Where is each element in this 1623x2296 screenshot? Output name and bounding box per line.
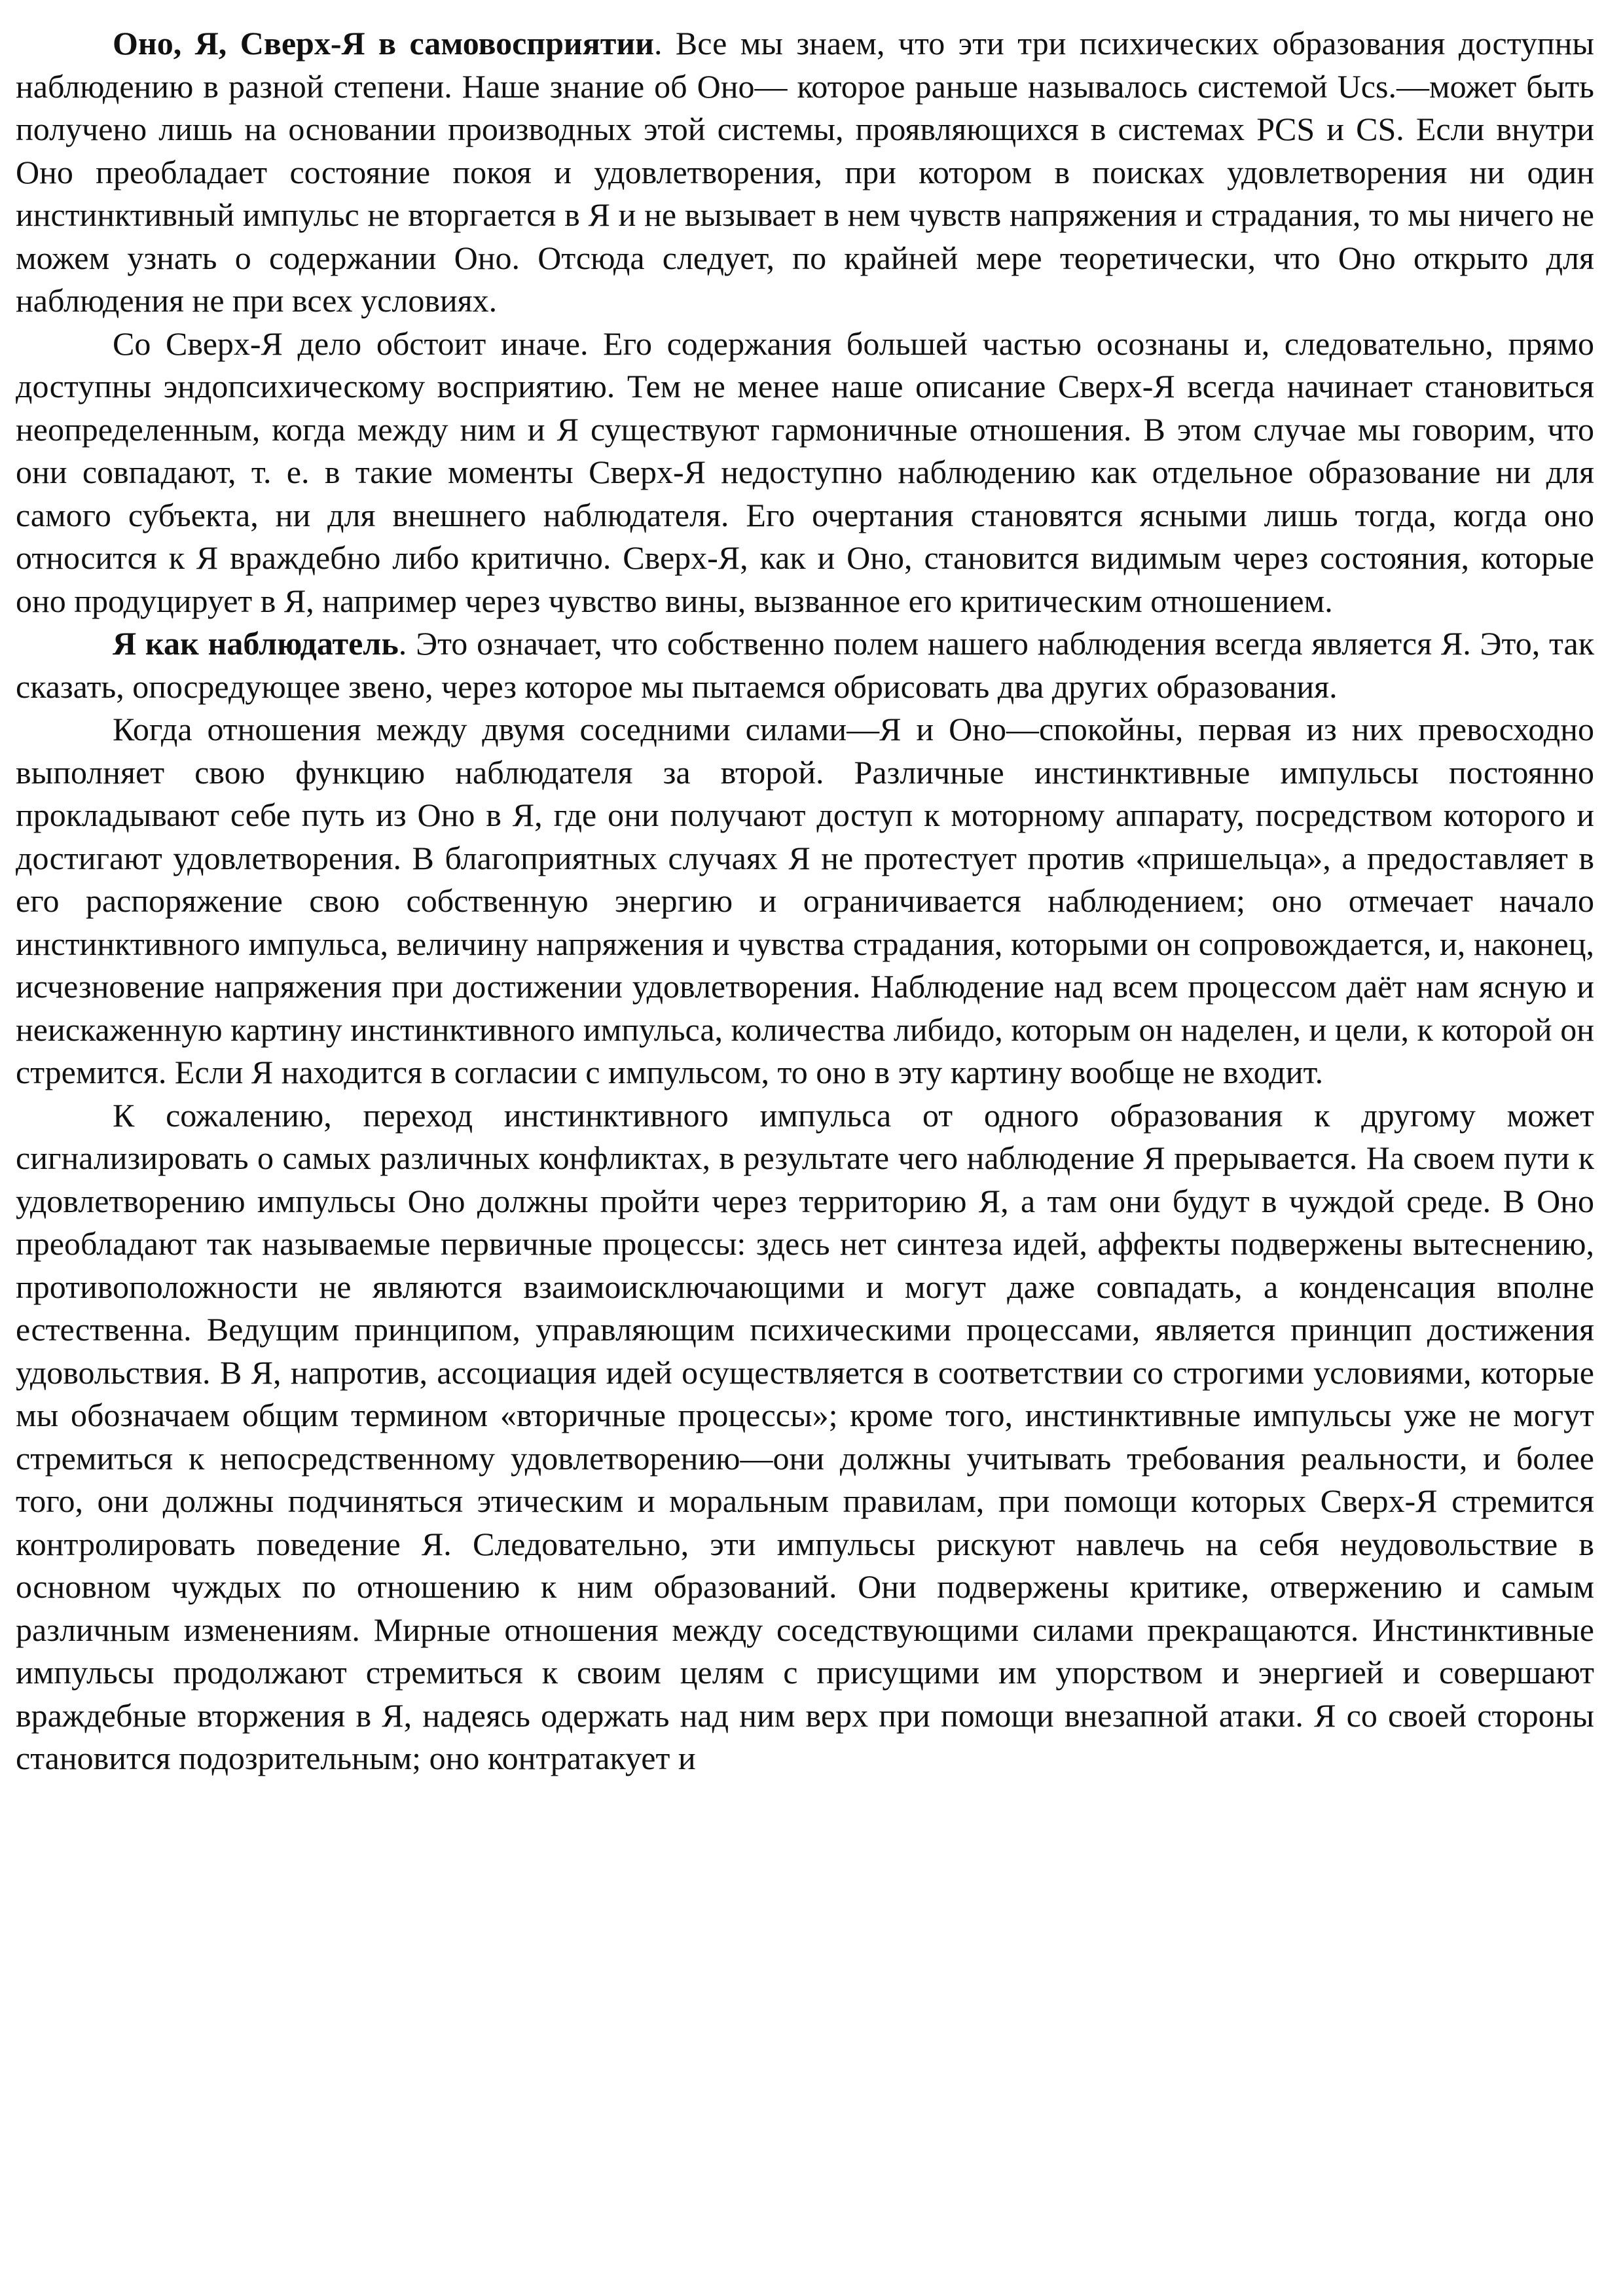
section-heading-self-perception: Оно, Я, Сверх-Я в самовосприятии — [113, 25, 654, 62]
paragraph-text: . Это означает, что собственно полем нашего наблюдения всегда является Я. Это, так сказать, опосредующее звено, через которое мы пытаемся обрисовать два других образования. — [16, 625, 1594, 705]
document-page — [16, 22, 1594, 1780]
paragraph-text: К сожалению, переход инстинктивного импульса от одного образования к другому может сигнализировать о самых различных конфликтах, в результате чего наблюдение Я прерывается. На своем пути к удовлетворению импульсы Оно должны пройти через территорию Я, а там они будут в чуждой среде. В Оно преобладают так называемые первичные процессы: здесь нет синтеза идей, аффекты подвержены вытеснению, противоположности не являются взаимоисключающими и могут даже совпадать, а конденсация вполне естественна. Ведущим принципом, управляющим психическими процессами, является принцип достижения удовольствия. В Я, напротив, ассоциация идей осуществляется в соответствии со строгими условиями, которые мы обозначаем общим термином «вторичные процессы»; кроме того, инстинктивные импульсы уже не могут стремиться к непосредственному удовлетворению—они должны учитывать требования реальности, и более того, они должны подчиняться этическим и моральным правилам, при помощи которых Сверх-Я стремится контролировать поведение Я. Следовательно, эти импульсы рискуют навлечь на себя неудовольствие в основном чуждых по отношению к ним образований. Они подвержены критике, отвержению и самым различным изменениям. Мирные отношения между соседствующими силами прекращаются. Инстинктивные импульсы продолжают стремиться к своим целям с присущими им упорством и энергией и совершают враждебные вторжения в Я, надеясь одержать над ним верх при помощи внезапной атаки. Я со своей стороны становится подозрительным; оно контратакует и — [16, 1096, 1594, 1776]
paragraph-text: . Все мы знаем, что эти три психических образования доступны наблюдению в разной степени. Наше знание об Оно— которое раньше называлось системой Ucs.—может быть получено лишь на основании производных этой системы, проявляющихся в системах PCS и CS. Если внутри Оно преобладает состояние покоя и удовлетворения, при котором в поисках удовлетворения ни один инстинктивный импульс не вторгается в Я и не вызывает в нем чувств напряжения и страдания, то мы ничего не можем узнать о содержании Оно. Отсюда следует, по крайней мере теоретически, что Оно открыто для наблюдения не при всех условиях. — [16, 25, 1594, 319]
paragraph-ego-as-observer — [16, 622, 1594, 708]
paragraph-superego — [16, 323, 1594, 623]
paragraph-text: Со Сверх-Я дело обстоит иначе. Его содержания большей частью осознаны и, следовательно, прямо доступны эндопсихическому восприятию. Тем не менее наше описание Сверх-Я всегда начинает становиться неопределенным, когда между ним и Я существуют гармоничные отношения. В этом случае мы говорим, что они совпадают, т. е. в такие моменты Сверх-Я недоступно наблюдению как отдельное образование ни для самого субъекта, ни для внешнего наблюдателя. Его очертания становятся ясными лишь тогда, когда оно относится к Я враждебно либо критично. Сверх-Я, как и Оно, становится видимым через состояния, которые оно продуцирует в Я, например через чувство вины, вызванное его критическим отношением. — [16, 325, 1594, 619]
paragraph-instinct-conflicts — [16, 1094, 1594, 1780]
paragraph-ego-id-relations — [16, 708, 1594, 1094]
paragraph-text: Когда отношения между двумя соседними силами—Я и Оно—спокойны, первая из них превосходно выполняет свою функцию наблюдателя за второй. Различные инстинктивные импульсы постоянно прокладывают себе путь из Оно в Я, где они получают доступ к моторному аппарату, посредством которого и достигают удовлетворения. В благоприятных случаях Я не протестует против «пришельца», а предоставляет в его распоряжение свою собственную энергию и ограничивается наблюдением; оно отмечает начало инстинктивного импульса, величину напряжения и чувства страдания, которыми он сопровождается, и, наконец, исчезновение напряжения при достижении удовлетворения. Наблюдение над всем процессом даёт нам ясную и неискаженную картину инстинктивного импульса, количества либидо, которым он наделен, и цели, к которой он стремится. Если Я находится в согласии с импульсом, то оно в эту картину вообще не входит. — [16, 711, 1594, 1090]
paragraph-id-ego-superego-self-perception — [16, 22, 1594, 323]
section-heading-ego-as-observer: Я как наблюдатель — [113, 625, 399, 662]
